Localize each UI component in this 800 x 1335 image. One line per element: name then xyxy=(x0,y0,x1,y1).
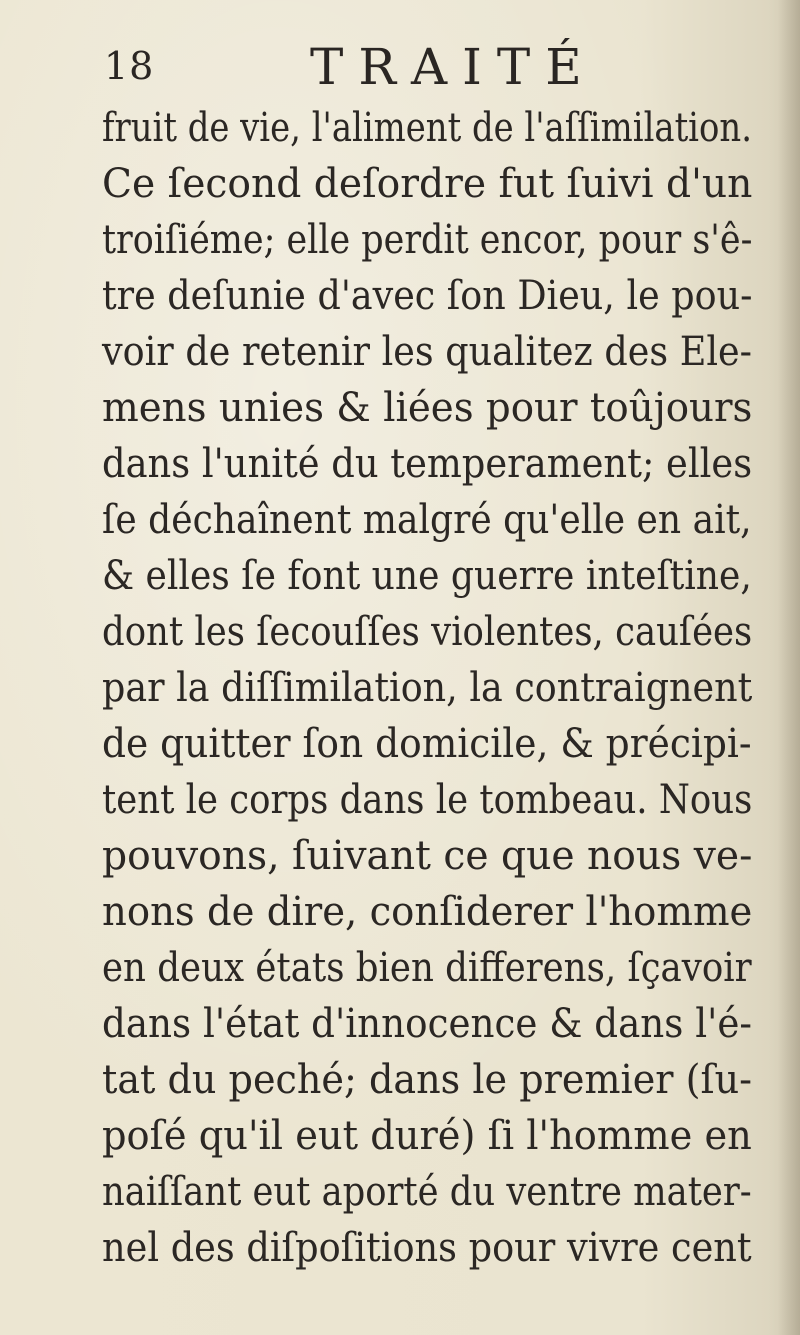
text-line: voir de retenir les qualitez des Ele- xyxy=(102,329,752,375)
text-line: dont les ſecouſſes violentes, cauſées xyxy=(102,609,753,655)
text-line: tat du peché; dans le premier (ſu- xyxy=(102,1057,753,1103)
running-title: TRAITÉ xyxy=(310,38,597,96)
text-line: nel des diſpoſitions pour vivre cent xyxy=(102,1225,752,1271)
text-line: par la diſſimilation, la contraignent xyxy=(102,665,753,711)
text-line: & elles ſe font une guerre inteſtine, xyxy=(102,553,752,599)
text-line: pouvons, ſuivant ce que nous ve- xyxy=(102,833,753,879)
text-line: ſe déchaînent malgré qu'elle en ait, xyxy=(102,497,752,543)
text-line: fruit de vie, l'aliment de l'aſſimilation. xyxy=(102,105,752,151)
text-line: nons de dire, conſiderer l'homme xyxy=(102,889,753,935)
page-number: 18 xyxy=(104,44,155,88)
text-line: tre deſunie d'avec ſon Dieu, le pou- xyxy=(102,273,753,319)
text-line: de quitter ſon domicile, & précipi- xyxy=(102,721,752,767)
text-line: troiſiéme; elle perdit encor, pour s'ê- xyxy=(102,217,753,263)
text-line: Ce ſecond deſordre fut ſuivi d'un xyxy=(102,161,753,207)
text-line: mens unies & liées pour toûjours xyxy=(102,385,753,431)
body-text xyxy=(102,100,753,1271)
page-header xyxy=(104,38,764,108)
text-line: dans l'état d'innocence & dans l'é- xyxy=(102,1001,753,1047)
text-line: tent le corps dans le tombeau. Nous xyxy=(102,777,753,823)
text-line: en deux états bien differens, ſçavoir xyxy=(102,945,752,991)
text-line: naiſſant eut aporté du ventre mater- xyxy=(102,1169,752,1215)
text-line: dans l'unité du temperament; elles xyxy=(102,441,753,487)
text-line: poſé qu'il eut duré) ſi l'homme en xyxy=(102,1113,752,1159)
